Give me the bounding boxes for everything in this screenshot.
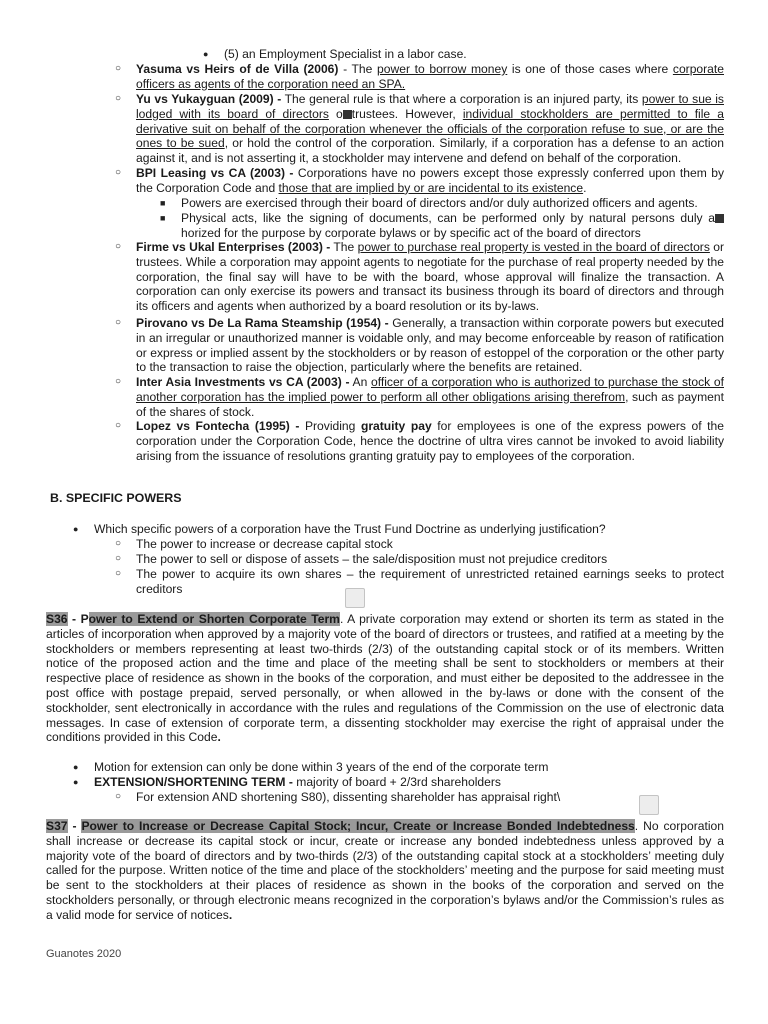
case-title: Firme vs Ukal Enterprises (2003) - xyxy=(136,240,331,254)
comment-checkbox[interactable] xyxy=(345,588,365,608)
list-item: The power to sell or dispose of assets – the sale/disposition must not prejudice creditors xyxy=(136,552,608,566)
bullet-disc: ● xyxy=(73,777,79,787)
bullet-square: ■ xyxy=(160,213,166,223)
section-heading: B. SPECIFIC POWERS xyxy=(50,491,182,505)
question: Which specific powers of a corporation have the Trust Fund Doctrine as underlying justification? xyxy=(94,522,606,536)
case-yasuma: Yasuma vs Heirs of de Villa (2006) - The power to borrow money is one of those cases where corporate officers as agents of the corporation need an SPA. xyxy=(136,62,724,91)
bullet-circle: ○ xyxy=(115,791,122,802)
bullet-disc: ● xyxy=(73,524,79,534)
case-pirovano: Pirovano vs De La Rama Steamship (1954) - Generally, a transaction within corporate powers but executed in an irregular or unauthorized manner is voidable only, and may become enforceable by reason of ratification or express or implied assent by the stockholders or by reason of estoppel of the corporation or the other party to the transaction to raise the objection, particularly where the benefits are retained. xyxy=(136,316,724,375)
bullet-circle: ○ xyxy=(115,93,122,104)
list-item: Powers are exercised through their board of directors and/or duly authorized officers and agents. xyxy=(181,196,698,210)
section-s37: S37 - Power to Increase or Decrease Capital Stock; Incur, Create or Increase Bonded Indebtedness. No corporation shall increase or decrease its capital stock or incur, create or increase any bonded indebtedness unless approved by a majority vote of the board of directors and by two-thirds (2/3) of the outstanding capital stock at a stockholders’ meeting duly called for the purpose. Written notice of the time and place of the stockholders’ meeting and the purpose for said meeting must be sent to the stockholders at their places of residence as shown in the books of the corporation and served on the stockholders personally, or through electronic means recognized in the corporation’s bylaws and/or the Commission’s rules as a valid mode for service of notices. xyxy=(46,819,725,922)
case-firme: Firme vs Ukal Enterprises (2003) - The power to purchase real property is vested in the board of directors or trustees. While a corporation may appoint agents to negotiate for the purchase of real property needed by the corporation, the final say will have to be with the board, whose approval will finalize the transaction. A corporation can only exercise its powers and transact its business through its board of directors and through its officers and agents when authorized by a board resolution or its by-laws. xyxy=(136,240,725,314)
bullet-circle: ○ xyxy=(115,376,122,387)
case-interasia: Inter Asia Investments vs CA (2003) - An officer of a corporation who is authorized to purchase the stock of another corporation has the implied power to perform all other obligations arising therefrom, such as payment of the shares of stock. xyxy=(136,375,724,419)
bullet-circle: ○ xyxy=(115,420,122,431)
case-title: Yasuma vs Heirs of de Villa (2006) xyxy=(136,62,339,76)
case-title: Yu vs Yukayguan (2009) - xyxy=(136,92,282,106)
list-item: Motion for extension can only be done within 3 years of the end of the corporate term xyxy=(94,760,549,774)
section-label: S37 xyxy=(46,819,68,833)
section-title: Power to Increase or Decrease Capital Stock; Incur, Create or Increase Bonded Indebtedness xyxy=(81,819,635,833)
list-item: EXTENSION/SHORTENING TERM - majority of board + 2/3rd shareholders xyxy=(94,775,501,789)
page-footer: Guanotes 2020 xyxy=(46,948,122,960)
list-item: The power to increase or decrease capital stock xyxy=(136,537,393,551)
bullet-circle: ○ xyxy=(115,553,122,564)
case-title: Inter Asia Investments vs CA (2003) - xyxy=(136,375,350,389)
bullet-circle: ○ xyxy=(115,63,122,74)
bullet-circle: ○ xyxy=(115,568,122,579)
comment-checkbox[interactable] xyxy=(639,795,659,815)
bullet-disc: ● xyxy=(73,762,79,772)
section-s36: S36 - Power to Extend or Shorten Corporate Term. A private corporation may extend or shorten its term as stated in the articles of incorporation when approved by a majority vote of the board of directors or trustees, and ratified at a meeting by the stockholders or members representing at least two-thirds (2/3) of the outstanding capital stock or of its members. Written notice of the proposed action and the time and place of the meeting shall be sent to stockholders or members at their respective place of residence as shown in the books of the corporation, and must either be deposited to the addressee in the post office with postage prepaid, served personally, or when allowed in the by-laws or done with the consent of the stockholder, sent electronically in accordance with the rules and regulations of the Commission on the use of electronic data messages. In case of extension of corporate term, a dissenting stockholder may exercise the right of appraisal under the conditions provided in this Code. xyxy=(46,612,724,745)
bullet-circle: ○ xyxy=(115,241,122,252)
redaction-mark xyxy=(715,214,724,223)
bullet-square: ■ xyxy=(160,198,166,208)
bullet-circle: ○ xyxy=(115,538,122,549)
bullet-disc: ● xyxy=(203,49,209,59)
case-lopez: Lopez vs Fontecha (1995) - Providing gratuity pay for employees is one of the express powers of the corporation under the Corporation Code, hence the doctrine of ultra vires cannot be invoked to avoid liability arising from the issuance of resolutions granting gratuity pay to employees of the corporation. xyxy=(136,419,724,463)
bullet-circle: ○ xyxy=(115,317,122,328)
redaction-mark xyxy=(343,110,352,119)
bullet-circle: ○ xyxy=(115,167,122,178)
list-item: For extension AND shortening S80), dissenting shareholder has appraisal right\ xyxy=(136,790,561,804)
case-title: BPI Leasing vs CA (2003) - xyxy=(136,166,294,180)
list-item: The power to acquire its own shares – the requirement of unrestricted retained earnings seeks to protect creditors xyxy=(136,567,724,596)
case-yu: Yu vs Yukayguan (2009) - The general rule is that where a corporation is an injured party, its power to sue is lodged with its board of directors o trustees. However, individual stockholders are permitted to file a derivative suit on behalf of the corporation whenever the officials of the corporation refuse to sue, or are the ones to be sued, or hold the control of the corporation. Similarly, if a corporation has a defense to an action against it, and is not asserting it, a stockholder may intervene and defend on behalf of the corporation. xyxy=(136,92,725,166)
list-item: Physical acts, like the signing of documents, can be performed only by natural persons duly ahorized for the purpose by corporate bylaws or by specific act of the board of directors xyxy=(181,211,724,241)
case-title: Lopez vs Fontecha (1995) - xyxy=(136,419,300,433)
section-label: S36 xyxy=(46,612,68,626)
list-item: (5) an Employment Specialist in a labor case. xyxy=(224,47,467,61)
case-title: Pirovano vs De La Rama Steamship (1954) - xyxy=(136,316,389,330)
section-title: ower to Extend or Shorten Corporate Term xyxy=(88,612,340,626)
case-bpi: BPI Leasing vs CA (2003) - Corporations have no powers except those expressly conferred upon them by the Corporation Code and those that are implied by or are incidental to its existence. xyxy=(136,166,724,195)
